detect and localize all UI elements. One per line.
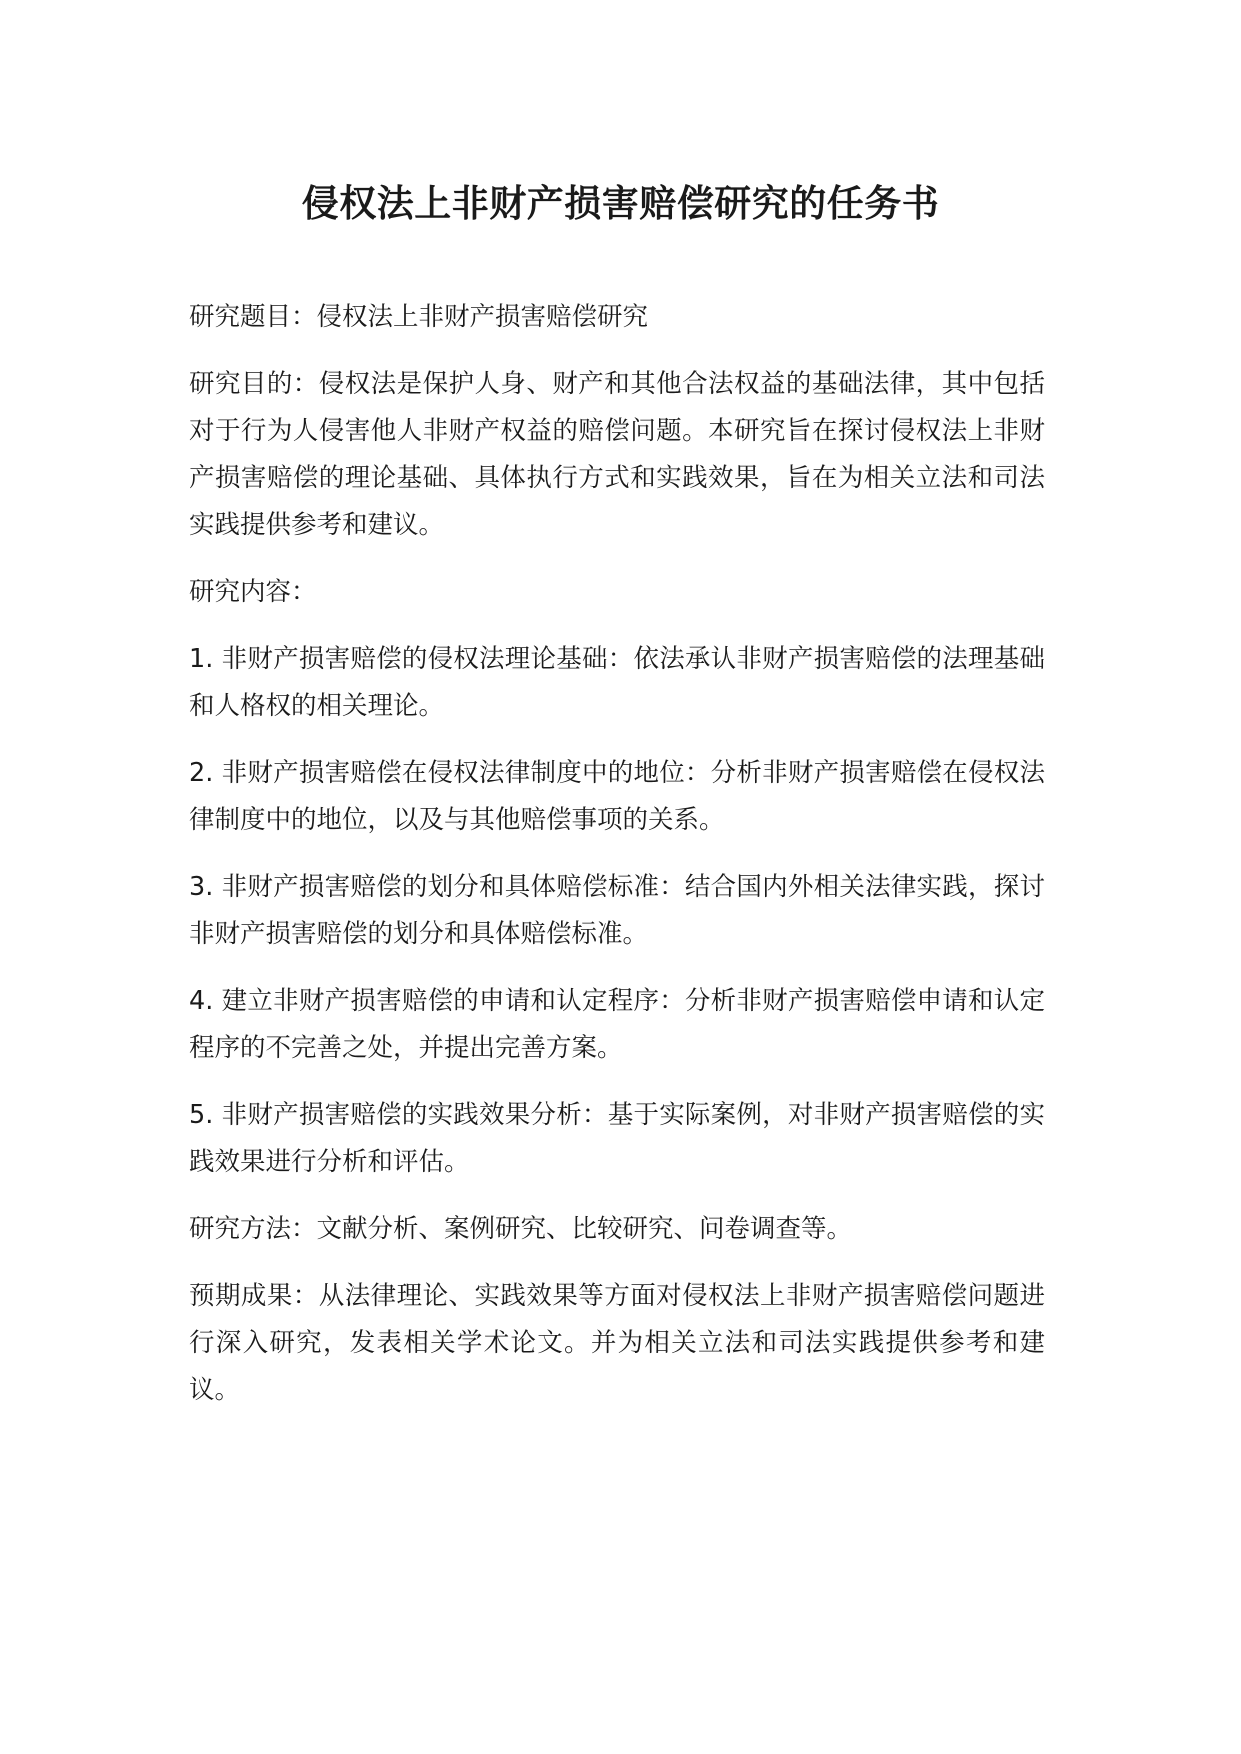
document-body	[189, 294, 1045, 1434]
paragraph-content-item-4: 4. 建立非财产损害赔偿的申请和认定程序：分析非财产损害赔偿申请和认定程序的不完善之处，并提出完善方案。	[189, 986, 1045, 1063]
paragraph-content-item-3: 3. 非财产损害赔偿的划分和具体赔偿标准：结合国内外相关法律实践，探讨非财产损害赔偿的划分和具体赔偿标准。	[189, 872, 1045, 949]
paragraph-research-purpose: 研究目的：侵权法是保护人身、财产和其他合法权益的基础法律，其中包括对于行为人侵害他人非财产权益的赔偿问题。本研究旨在探讨侵权法上非财产损害赔偿的理论基础、具体执行方式和实践效果，旨在为相关立法和司法实践提供参考和建议。	[189, 369, 1045, 540]
paragraph-research-content-heading: 研究内容：	[189, 577, 317, 607]
paragraph-content-item-2: 2. 非财产损害赔偿在侵权法律制度中的地位：分析非财产损害赔偿在侵权法律制度中的地位，以及与其他赔偿事项的关系。	[189, 758, 1045, 835]
paragraph-content-item-1: 1. 非财产损害赔偿的侵权法理论基础：依法承认非财产损害赔偿的法理基础和人格权的相关理论。	[189, 644, 1045, 721]
paragraph-content-item-5: 5. 非财产损害赔偿的实践效果分析：基于实际案例，对非财产损害赔偿的实践效果进行分析和评估。	[189, 1100, 1045, 1177]
paragraph-expected-results: 预期成果：从法律理论、实践效果等方面对侵权法上非财产损害赔偿问题进行深入研究，发表相关学术论文。并为相关立法和司法实践提供参考和建议。	[189, 1281, 1045, 1405]
document-title: 侵权法上非财产损害赔偿研究的任务书	[301, 182, 940, 225]
paragraph-research-methods: 研究方法：文献分析、案例研究、比较研究、问卷调查等。	[189, 1214, 853, 1244]
paragraph-research-topic: 研究题目：侵权法上非财产损害赔偿研究	[189, 302, 649, 332]
